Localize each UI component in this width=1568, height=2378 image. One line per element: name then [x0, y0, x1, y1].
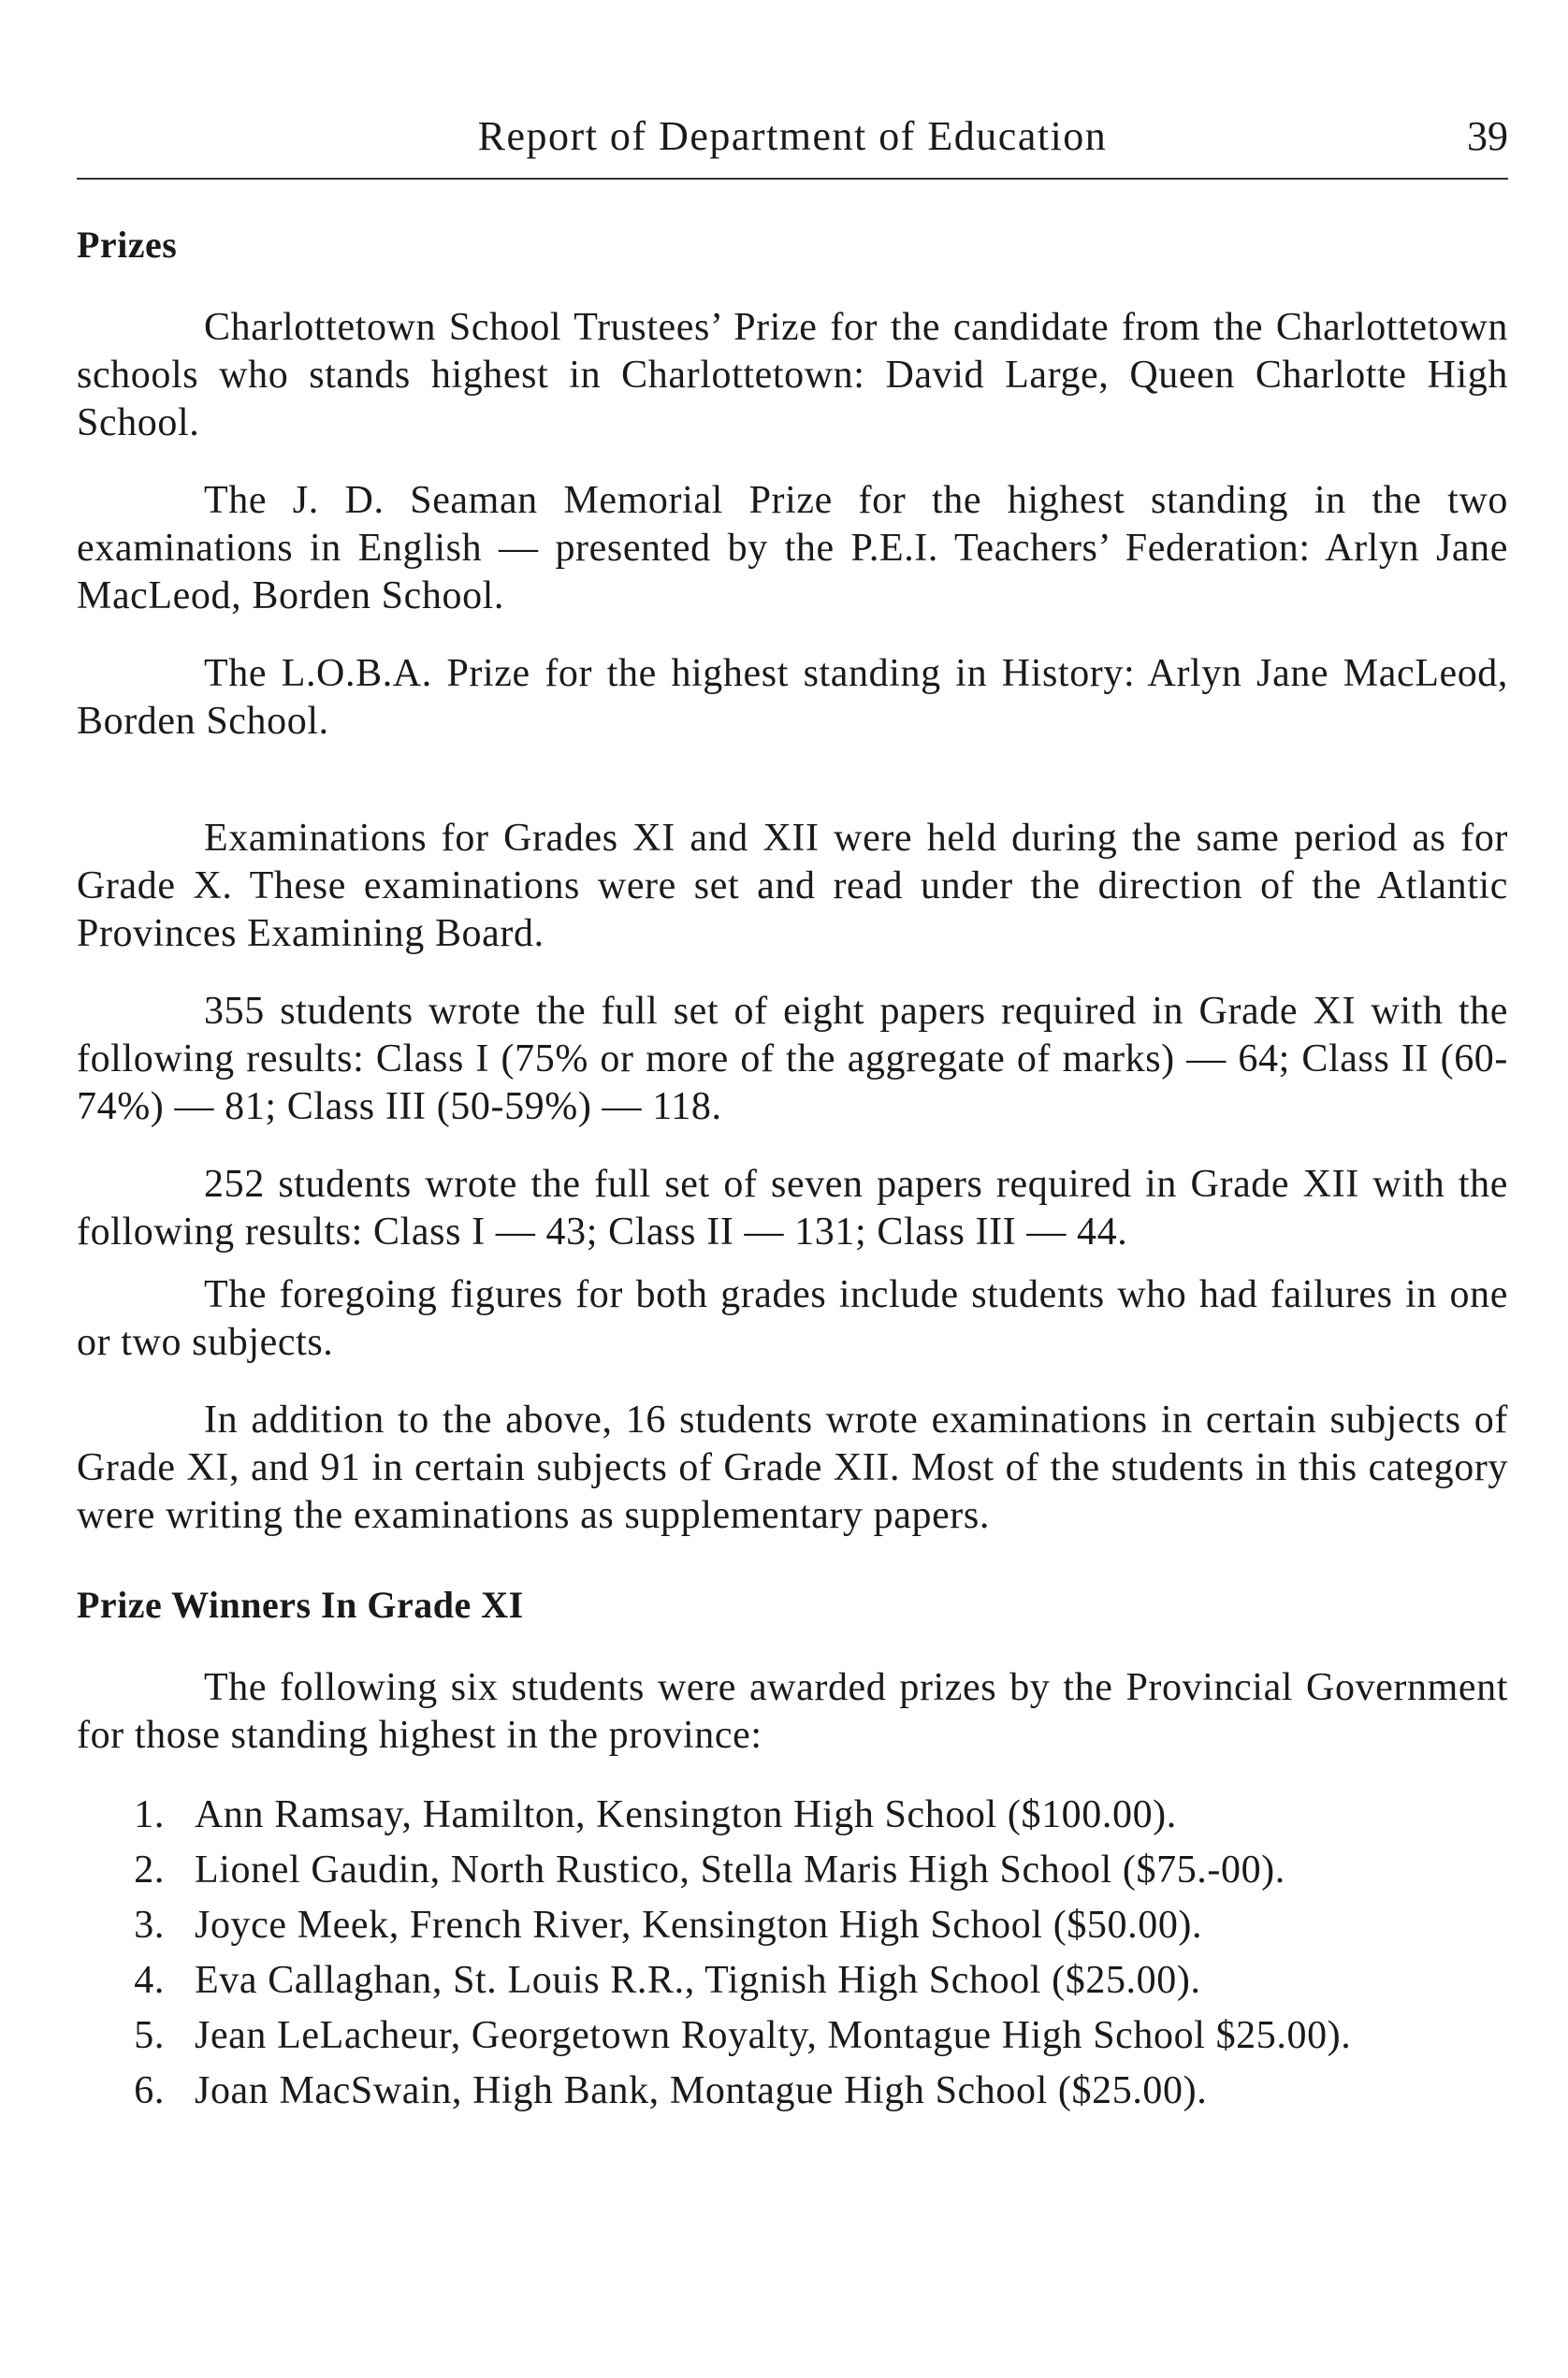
page-number: 39: [1467, 113, 1508, 159]
paragraph-loba-prize: The L.O.B.A. Prize for the highest standing in History: Arlyn Jane MacLeod, Borden School.: [77, 652, 1508, 743]
list-item: [77, 2067, 1508, 2115]
list-item: [77, 2012, 1508, 2060]
paragraph-supplementary: In addition to the above, 16 students wrote examinations in certain subjects of Grade XI, and 91 in certain subjects of Grade XII. Most of the students in this category were writing the examinations as supplementary papers.: [77, 1399, 1508, 1537]
list-item-text: Jean LeLacheur, Georgetown Royalty, Montague High School $25.00).: [195, 2014, 1352, 2057]
prize-winners-list: [77, 1791, 1508, 2115]
list-item: [77, 1902, 1508, 1950]
list-item-text: Lionel Gaudin, North Rustico, Stella Maris High School ($75.-00).: [195, 1849, 1285, 1892]
list-item-number: 2.: [134, 1849, 165, 1892]
list-item-number: 1.: [134, 1793, 165, 1836]
section-heading-prizes: Prizes: [77, 224, 178, 266]
list-item-number: 6.: [134, 2069, 165, 2112]
running-header: [77, 112, 1508, 180]
paragraph-winners-intro: The following six students were awarded prizes by the Provincial Government for those standing highest in the province:: [77, 1666, 1508, 1757]
list-item: [77, 1791, 1508, 1839]
list-item: [77, 1847, 1508, 1894]
list-item-text: Ann Ramsay, Hamilton, Kensington High School ($100.00).: [195, 1793, 1177, 1836]
paragraph-seaman-prize: The J. D. Seaman Memorial Prize for the highest standing in the two examinations in English — presented by the P.E.I. Teachers’ Federation: Arlyn Jane MacLeod, Borden School.: [77, 479, 1508, 617]
section-heading-prize-winners: Prize Winners In Grade XI: [77, 1584, 524, 1626]
paragraph-failures-note: The foregoing figures for both grades include students who had failures in one or two subjects.: [77, 1273, 1508, 1364]
paragraph-exams-overview: Examinations for Grades XI and XII were held during the same period as for Grade X. These examinations were set and read under the direction of the Atlantic Provinces Examining Board.: [77, 817, 1508, 955]
document-page: [77, 112, 1508, 2123]
paragraph-grade-xi-results: 355 students wrote the full set of eight papers required in Grade XI with the following results: Class I (75% or more of the aggregate of marks) — 64; Class II (60-74%) — 81; Class III (50-59%) — 118.: [77, 990, 1508, 1128]
running-title: Report of Department of Education: [477, 113, 1108, 159]
list-item-number: 4.: [134, 1959, 165, 2002]
list-item-text: Joan MacSwain, High Bank, Montague High School ($25.00).: [195, 2069, 1208, 2112]
list-item-text: Joyce Meek, French River, Kensington High School ($50.00).: [195, 1904, 1203, 1947]
list-item-text: Eva Callaghan, St. Louis R.R., Tignish High School ($25.00).: [195, 1959, 1201, 2002]
list-item: [77, 1957, 1508, 2005]
paragraph-grade-xii-results: 252 students wrote the full set of seven papers required in Grade XII with the following results: Class I — 43; Class II — 131; Class III — 44.: [77, 1163, 1508, 1254]
list-item-number: 5.: [134, 2014, 165, 2057]
list-item-number: 3.: [134, 1904, 165, 1947]
paragraph-trustees-prize: Charlottetown School Trustees’ Prize for the candidate from the Charlottetown schools who stands highest in Charlottetown: David Large, Queen Charlotte High School.: [77, 306, 1508, 444]
